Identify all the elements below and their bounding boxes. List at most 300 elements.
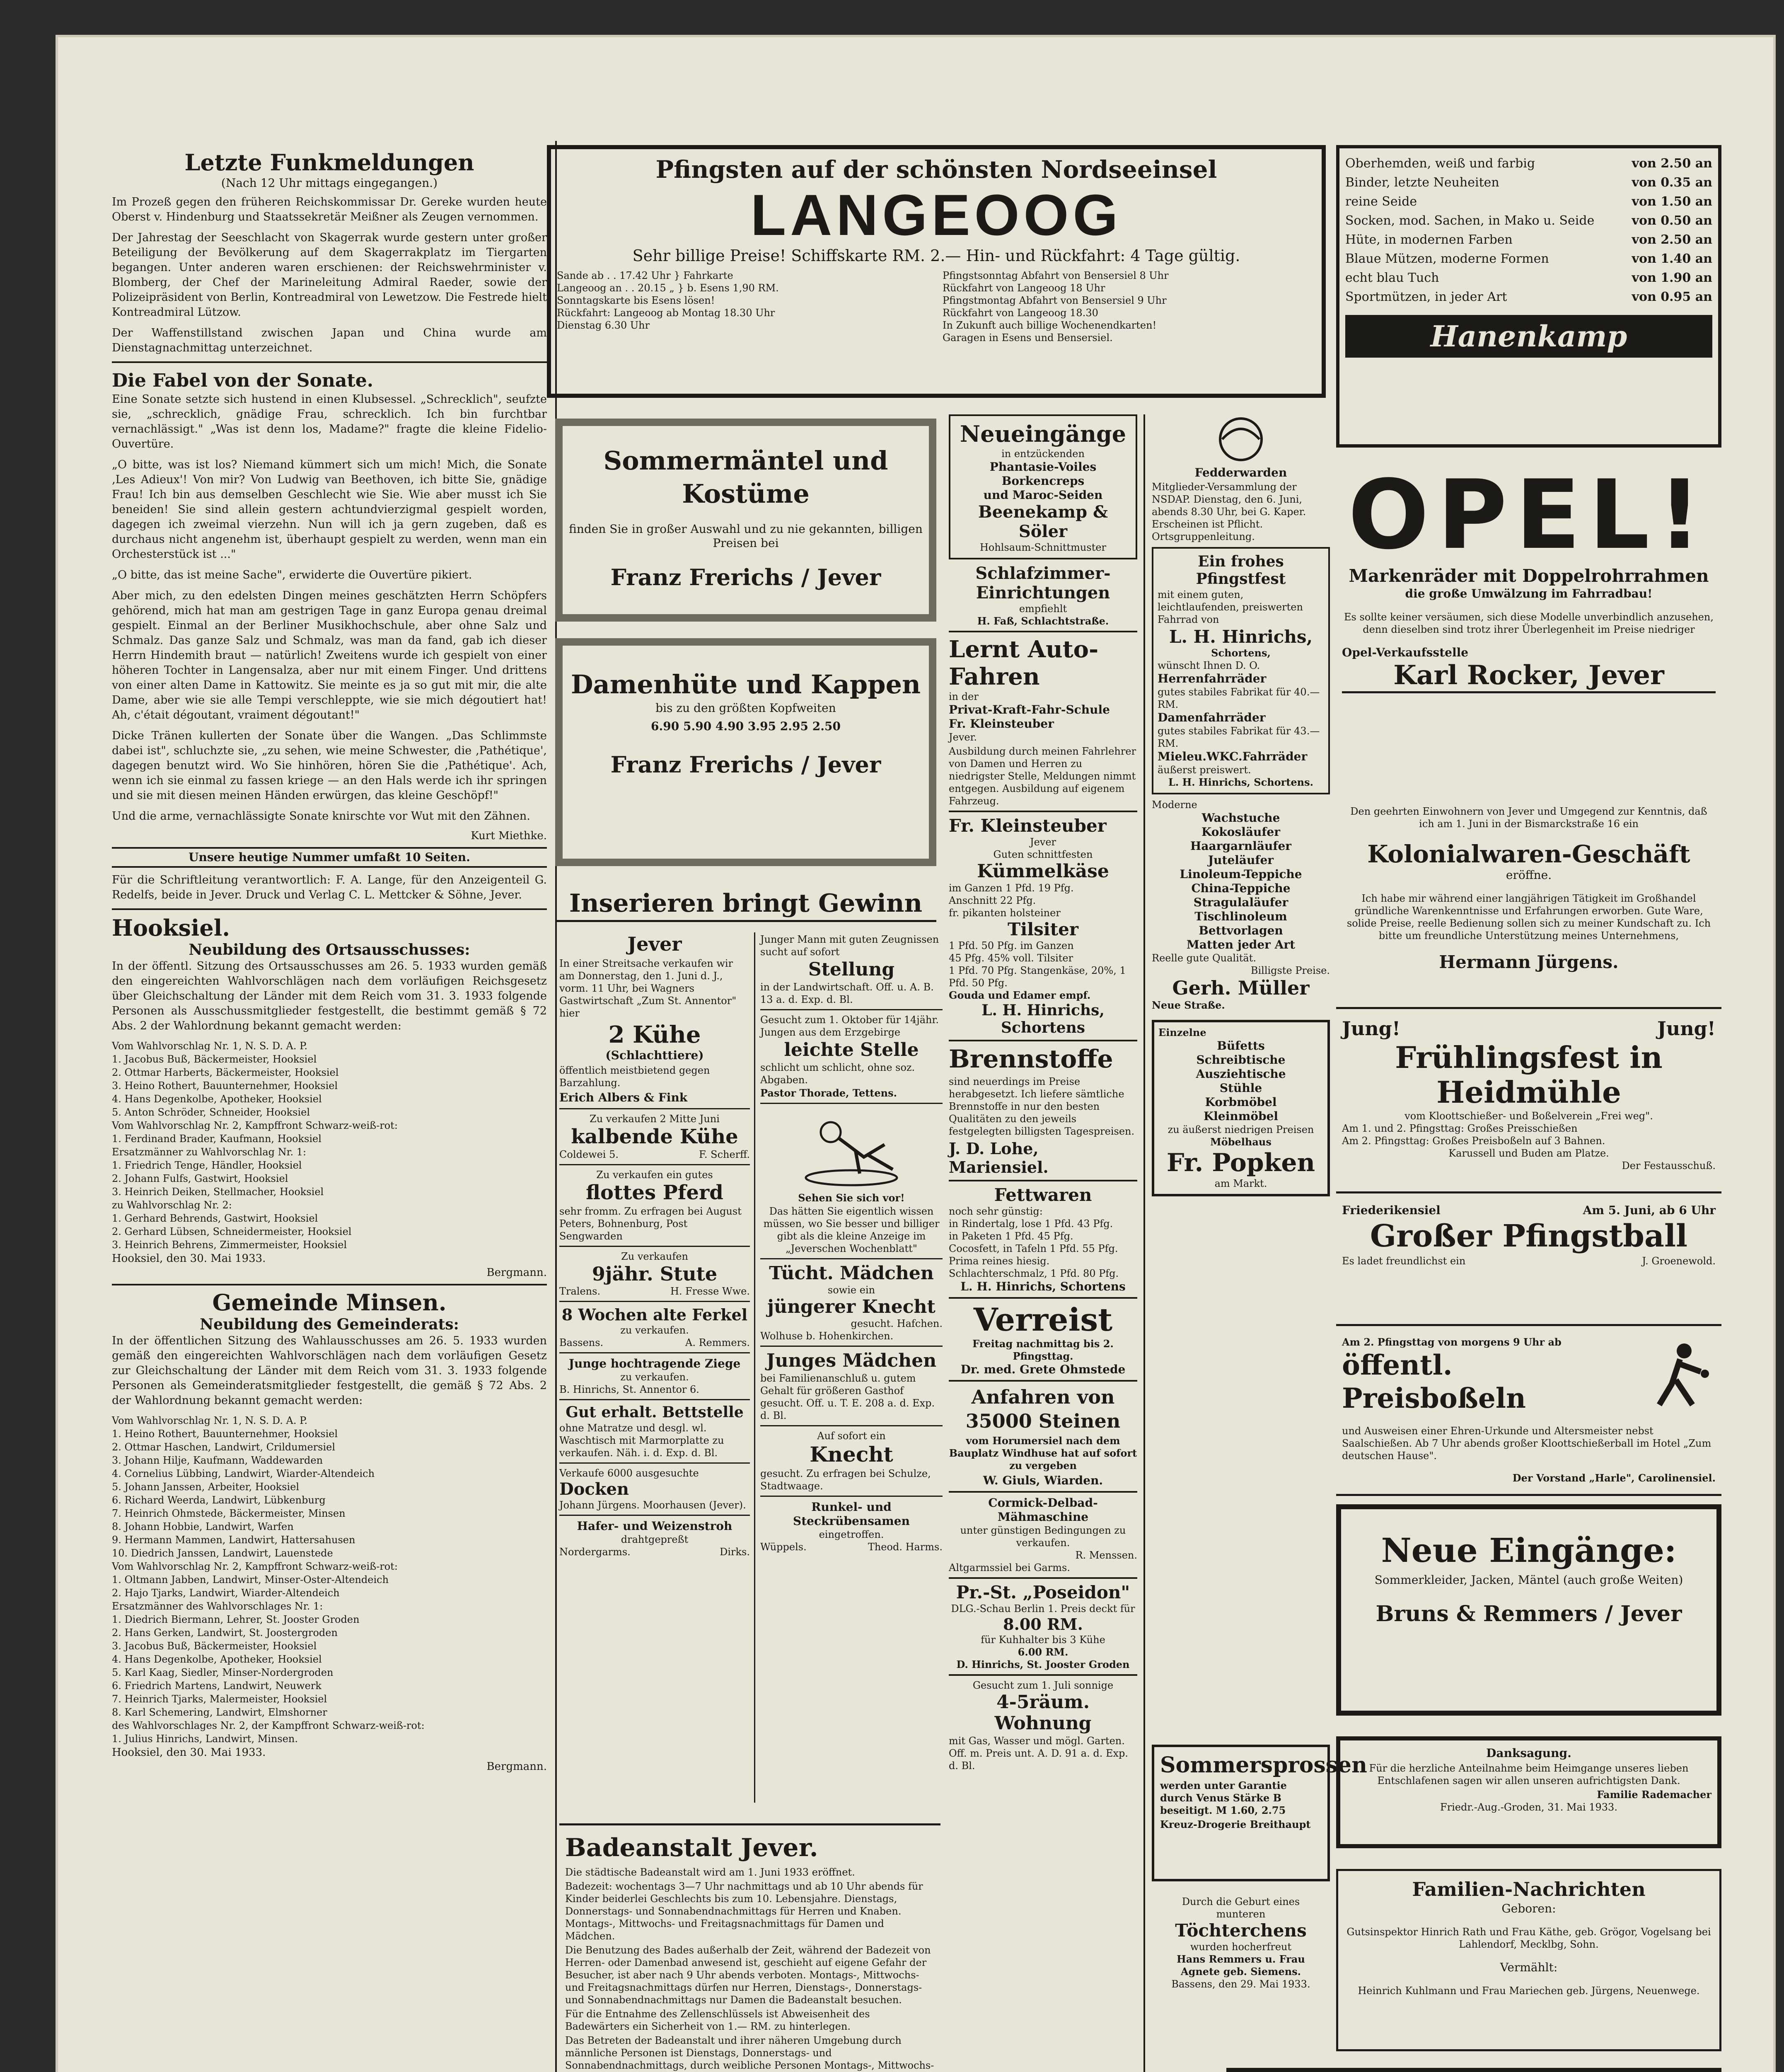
price-item: Sportmützen, in jeder Art	[1345, 290, 1507, 304]
kaese-line: im Ganzen 1 Pfd. 19 Pfg.	[949, 882, 1074, 894]
stelle-text2: schlicht um schlicht, ohne soz. Abgaben.	[760, 1062, 915, 1086]
kaese-line: 1 Pfd. 70 Pfg. Stangenkäse, 20%, 1 Pfd. 50 Pfg.	[949, 965, 1126, 989]
maedchen-text: sowie ein	[827, 1284, 875, 1296]
brennstoffe-text: sind neuerdings im Preise herabgesetzt. Ich liefere sämtliche Brennstoffe in nur den besten Qualitäten zu den jeweils festgelegten billigsten Tagespreisen.	[949, 1076, 1135, 1137]
opel-seller-label: Opel-Verkaufsstelle	[1342, 646, 1469, 659]
fabel-paragraph: Eine Sonate setzte sich hustend in einen Klubsessel. „Schrecklich", seufzte sie, „schrecklich, gnädige Frau, schrecklich. Ich bin furchtbar vernachlässigt." „Was ist denn los, Madame?" fragte die kleine Fidelio-Ouvertüre.	[112, 393, 547, 450]
opel-text: Es sollte keiner versäumen, sich diese Modelle unverbindlich anzusehen, denn dieselben sind trotz ihrer Überlegenheit im Preise niedriger	[1344, 611, 1714, 635]
bosseln-title: öffentl. Preisboßeln	[1342, 1349, 1526, 1414]
maedchen-title: Tücht. Mädchen	[769, 1263, 934, 1284]
anfahren-title: Anfahren von 35000 Steinen	[965, 1386, 1121, 1432]
fedderwarden-text: Mitglieder-Versammlung der NSDAP. Dienstag, den 6. Juni, abends 8.30 Uhr, bei G. Kaper. Erscheinen ist Pflicht. Ortsgruppenleitung.	[1152, 481, 1306, 542]
moderne-items	[1152, 811, 1330, 952]
price-row	[1345, 192, 1712, 211]
kolonial-open: eröffne.	[1506, 868, 1552, 882]
minsen-member: 6. Friedrich Martens, Landwirt, Neuwerk	[112, 1680, 322, 1692]
minsen-member: 8. Karl Schemering, Landwirt, Elmshorner	[112, 1706, 327, 1718]
herren-firm: L. H. Hinrichs, Schortens.	[1168, 776, 1313, 788]
hooksiel-signature: Bergmann.	[486, 1266, 547, 1279]
herren-title: Herrenfahrräder	[1158, 672, 1267, 685]
hooksiel-member: 3. Heinrich Deiken, Stellmacher, Hooksiel	[112, 1186, 324, 1198]
langeoog-timetable-row: Pfingstmontag Abfahrt von Bensersiel 9 Uhr	[943, 295, 1167, 306]
knecht-text2: gesucht. Zu erfragen bei Schulze, Stadtwaage.	[760, 1468, 931, 1492]
ziege-title: Junge hochtragende Ziege	[568, 1357, 741, 1370]
minsen-member: Vom Wahlvorschlag Nr. 1, N. S. D. A. P.	[112, 1415, 307, 1426]
stelle-text: Gesucht zum 1. Oktober für 14jähr. Jungen aus dem Erzgebirge	[760, 1014, 939, 1038]
anfahren-text: vom Horumersiel nach dem Bauplatz Windhuse hat auf sofort zu vergeben	[949, 1435, 1137, 1472]
langeoog-timetable-row: Rückfahrt von Langeoog 18 Uhr	[943, 282, 1105, 294]
geburt-date: Bassens, den 29. Mai 1933.	[1171, 1978, 1310, 1990]
price-value: von 0.50 an	[1632, 213, 1712, 228]
fabel-author: Kurt Miethke.	[471, 830, 547, 842]
hanenkamp-logo: Hanenkamp	[1345, 315, 1712, 358]
minsen-subtitle: Neubildung des Gemeinderats:	[200, 1316, 459, 1333]
poseidon-text2: für Kuhhalter bis 3 Kühe	[981, 1634, 1105, 1646]
neueingaenge-items	[955, 460, 1131, 502]
poseidon-text: DLG.-Schau Berlin 1. Preis deckt für	[951, 1603, 1135, 1615]
stute-right: H. Fresse Wwe.	[670, 1285, 750, 1297]
price-row	[1345, 211, 1712, 230]
bosseln-line: Am 2. Pfingsttag von morgens 9 Uhr ab	[1342, 1336, 1562, 1348]
price-item: Socken, mod. Sachen, in Mako u. Seide	[1345, 213, 1595, 228]
ball-name: J. Groenewold.	[1642, 1255, 1716, 1267]
hooksiel-member: 4. Hans Degenkolbe, Apotheker, Hooksiel	[112, 1093, 322, 1105]
bad-paragraph: Für die Entnahme des Zellenschlüssels ist Abweisenheit des Badewärters ein Sicherheit von 1.— RM. zu hinterlegen.	[565, 2008, 870, 2032]
fruehling-sign: Der Festausschuß.	[1622, 1160, 1716, 1172]
price-value: von 1.40 an	[1632, 252, 1712, 266]
knecht-title: jüngerer Knecht	[767, 1296, 936, 1317]
minsen-member: 8. Johann Hobbie, Landwirt, Warfen	[112, 1521, 294, 1532]
knecht-text: Auf sofort ein	[817, 1430, 886, 1442]
dank-title: Danksagung.	[1486, 1746, 1571, 1760]
minsen-member: 1. Oltmann Jabben, Landwirt, Minser-Oster-Altendeich	[112, 1574, 389, 1585]
opel-headline: Markenräder mit Doppelrohrrahmen	[1349, 566, 1709, 586]
price-row	[1345, 230, 1712, 249]
stute-text: Zu verkaufen	[621, 1251, 688, 1262]
issue-size-notice: Unsere heutige Nummer umfaßt 10 Seiten.	[112, 847, 547, 868]
verreist-text: Freitag nachmittag bis 2. Pfingsttag.	[972, 1338, 1114, 1362]
column-news	[112, 149, 547, 2072]
minsen-intro: In der öffentlichen Sitzung des Wahlausschusses am 26. 5. 1933 wurden gemäß den eingereichten Wahlvorschlägen nach dem vorläufigen Gesetz zur Gleichschaltung der Länder mit dem Reich vom 31. 3. 1933 folgende Personen als Gemeinderatsmitglieder festgestellt, die gemäß § 72 Abs. 2 der Wahlordnung bekannt gemacht werden:	[112, 1334, 547, 1407]
popken-item: Stühle	[1219, 1081, 1262, 1095]
kuehe-right: F. Scherff.	[699, 1149, 750, 1160]
minsen-member: 2. Hans Gerken, Landwirt, St. Joostergroden	[112, 1627, 338, 1639]
ad-preisbosseln	[1336, 1330, 1721, 1496]
minsen-member: 10. Diedrich Janssen, Landwirt, Lauenstede	[112, 1547, 333, 1559]
hooksiel-member: 2. Johann Fulfs, Gastwirt, Hooksiel	[112, 1173, 288, 1184]
langeoog-timetable-row: Langeoog an . . 20.15 „ } b. Esens 1,90 RM.	[557, 282, 779, 294]
kolonial-text: Ich habe mir während einer langjährigen Tätigkeit im Großhandel gründliche Warenkenntnisse und Erfahrungen erworben. Gute Ware, solide Preise, reelle Bedienung sollen sich zu meiner Kundschaft zu. Ich bitte um freundliche Unterstützung meines Unternehmens,	[1346, 893, 1711, 942]
fett-text: noch sehr günstig:	[949, 1205, 1043, 1217]
dokken-text: Verkaufe 6000 ausgesuchte	[559, 1467, 699, 1479]
langeoog-prices: Sehr billige Preise! Schiffskarte RM. 2.— Hin- und Rückfahrt: 4 Tage gültig.	[632, 247, 1240, 265]
bosseler-figure-icon	[1647, 1339, 1713, 1409]
junger-mann-title: Stellung	[808, 959, 895, 980]
bosseln-sign: Der Vorstand „Harle", Carolinensiel.	[1512, 1472, 1716, 1484]
bruns-text: Sommerkleider, Jacken, Mäntel (auch große Weiten)	[1374, 1573, 1683, 1587]
langeoog-timetable-left	[557, 269, 930, 344]
runkel-right: Theod. Harms.	[868, 1541, 943, 1553]
stelle-title: leichte Stelle	[784, 1039, 919, 1060]
bruns-firm: Bruns & Remmers / Jever	[1375, 1601, 1682, 1627]
fett-line: in Rindertalg, lose 1 Pfd. 43 Pfg.	[949, 1218, 1113, 1230]
brennstoffe-name: J. D. Lohe, Mariensiel.	[949, 1139, 1049, 1176]
hooksiel-member: 1. Gerhard Behrends, Gastwirt, Hooksiel	[112, 1213, 318, 1224]
junges-maedchen-text: bei Familienanschluß u. gutem Gehalt für größeren Gasthof gesucht. Off. u. T. E. 208 a. d. Exp. d. Bl.	[760, 1372, 935, 1421]
price-item: Oberhemden, weiß und farbig	[1345, 156, 1535, 171]
minsen-member: 6. Richard Weerda, Landwirt, Lübkenburg	[112, 1494, 326, 1506]
pfingstfest-place: Schortens,	[1211, 647, 1271, 659]
runkel-left: Wüppels.	[760, 1541, 807, 1553]
kaese-firm-name: Fr. Kleinsteuber	[949, 816, 1107, 836]
bad-paragraph: Badezeit: wochentags 3—7 Uhr nachmittags und ab 10 Uhr abends für Kinder beiderlei Geschlechts bis zum 10. Lebensjahre. Dienstags, Donnerstags- und Sonnabendnachmittags für Herren und Knaben. Montags-, Mittwochs- und Freitagsnachmittags für Damen und Mädchen.	[565, 1881, 923, 1942]
miele-text: äußerst preiswert.	[1158, 764, 1251, 776]
poseidon-title: Pr.-St. „Poseidon"	[956, 1582, 1130, 1602]
price-row	[1345, 173, 1712, 192]
damen-title: Damenfahrräder	[1158, 711, 1266, 724]
pfingstfest-text: mit einem guten, leichtlaufenden, preiswerten Fahrrad von	[1158, 589, 1303, 625]
hooksiel-title: Hooksiel.	[112, 915, 230, 941]
column-small-ads-a	[559, 932, 750, 1803]
cormick-text: unter günstigen Bedingungen zu verkaufen.	[960, 1525, 1126, 1549]
pfingstfest-title: Ein frohes Pfingstfest	[1196, 553, 1286, 588]
kuehe-title: kalbende Kühe	[571, 1125, 738, 1148]
kaese-line: fr. pikanten holsteiner	[949, 907, 1061, 919]
auto-title: Lernt Auto-Fahren	[949, 636, 1099, 690]
langeoog-timetable-row: Dienstag 6.30 Uhr	[557, 320, 650, 331]
knecht-heading: Knecht	[810, 1442, 893, 1467]
ad-frerichs-maentel	[555, 419, 936, 622]
auto-place: Jever.	[949, 731, 977, 743]
ad-sommersprossen	[1152, 1745, 1367, 1881]
auction-item: 2 Kühe	[608, 1021, 701, 1048]
neueingaenge-firm: Beenekamp & Söler	[978, 502, 1108, 541]
geburt-title: Töchterchens	[1175, 1920, 1307, 1941]
neueingaenge-addr: Hohlsaum-Schnittmuster	[979, 542, 1107, 553]
ad-fruehlingsfest	[1336, 1011, 1721, 1193]
price-value: von 0.95 an	[1632, 290, 1712, 304]
miele-title: Mieleu.WKC.Fahrräder	[1158, 750, 1308, 763]
popken-items	[1158, 1039, 1323, 1123]
minsen-date: Hooksiel, den 30. Mai 1933.	[112, 1746, 266, 1759]
moderne-item: Wachstuche	[1201, 811, 1280, 825]
hafer-title: Hafer- und Weizenstroh	[577, 1519, 732, 1533]
geburt-text: Durch die Geburt eines munteren	[1182, 1896, 1300, 1920]
moderne-item: Bettvorlagen	[1199, 924, 1283, 937]
popken-item: Kleinmöbel	[1203, 1109, 1279, 1123]
schlaf-text: empfiehlt	[1019, 603, 1067, 615]
divider	[112, 361, 547, 363]
ad-opel	[1336, 460, 1721, 783]
popken-item: Ausziehtische	[1196, 1067, 1286, 1081]
schlaf-title: Schlafzimmer-Einrichtungen	[975, 564, 1111, 603]
price-row	[1345, 154, 1712, 173]
fett-title: Fettwaren	[994, 1185, 1092, 1205]
hooksiel-member: 2. Ottmar Harberts, Bäckermeister, Hooksiel	[112, 1067, 339, 1078]
falling-man-icon	[760, 1107, 943, 1192]
moderne-item: Haargarnläufer	[1190, 839, 1292, 853]
popken-label2: Möbelhaus	[1210, 1136, 1272, 1148]
price-item: echt blau Tuch	[1345, 271, 1439, 285]
funk-paragraph: Der Waffenstillstand zwischen Japan und China wurde am Dienstagnachmittag unterzeichnet.	[112, 327, 547, 354]
fett-line: in Paketen 1 Pfd. 45 Pfg.	[949, 1230, 1073, 1242]
minsen-member: Vom Wahlvorschlag Nr. 2, Kampffront Schwarz-weiß-rot:	[112, 1561, 398, 1572]
langeoog-timetable-row: Garagen in Esens und Bensersiel.	[943, 332, 1113, 344]
kuehe-text: Zu verkaufen 2 Mitte Juni	[590, 1113, 720, 1125]
hooksiel-subtitle: Neubildung des Ortsausschusses:	[189, 941, 470, 959]
langeoog-timetable-row: In Zukunft auch billige Wochenendkarten!	[943, 320, 1157, 331]
bettstelle-text: ohne Matratze und desgl. wl. Waschtisch mit Marmorplatte zu verkaufen. Näh. i. d. Exp. d. Bl.	[559, 1422, 724, 1459]
sehen-text: Das hätten Sie eigentlich wissen müssen, wo Sie besser und billiger gibt als die kleine Anzeige im „Jeverschen Wochenblatt"	[763, 1205, 940, 1254]
neueingaenge-title: Neueingänge	[960, 421, 1126, 447]
hooksiel-member: Ersatzmänner zu Wahlvorschlag Nr. 1:	[112, 1146, 307, 1158]
maedchen-addr: Wolhuse b. Hohenkirchen.	[760, 1330, 894, 1342]
minsen-member: 1. Diedrich Biermann, Lehrer, St. Jooster Groden	[112, 1614, 360, 1625]
funk-subtitle: (Nach 12 Uhr mittags eingegangen.)	[221, 176, 438, 190]
fruehling-line: Karussell und Buden am Platze.	[1448, 1147, 1609, 1159]
fabel-paragraph: „O bitte, was ist los? Niemand kümmert sich um mich! Mich, die Sonate ‚Les Adieux'! Von mir? Von Ludwig van Beethoven, ich bitte Sie, gnädige Frau! Ich bin aus demselben Geschlecht wie Sie. Wie aber musst ich Sie beneiden! Sie sind allein gestern achtundvierzigmal gespielt worden, dagegen ich zweimal vierzehn. Nun will ich ja gern zugeben, daß es durchaus nicht angenehm ist, überhaupt gespielt zu werden, wenn man ein Orchesterstück ist ..."	[112, 458, 547, 561]
moderne-item: Kokosläufer	[1201, 825, 1280, 839]
moderne-label: Moderne	[1152, 799, 1197, 811]
price-value: von 2.50 an	[1632, 232, 1712, 247]
ad-frerichs-huete	[555, 638, 936, 866]
hooksiel-member: Vom Wahlvorschlag Nr. 1, N. S. D. A. P.	[112, 1040, 307, 1052]
kaese-line: Anschnitt 22 Pfg.	[949, 895, 1036, 906]
stute-title: 9jähr. Stute	[592, 1263, 718, 1285]
men-fashion-price-list	[1345, 154, 1712, 307]
ad-danksagung	[1336, 1736, 1721, 1848]
bruns-title: Neue Eingänge:	[1381, 1531, 1677, 1570]
frerichs-prices: 6.90 5.90 4.90 3.95 2.95 2.50	[651, 719, 841, 733]
poseidon-name: D. Hinrichs, St. Jooster Groden	[956, 1658, 1130, 1670]
auction-firm: Erich Albers & Fink	[559, 1091, 688, 1104]
stute-left: Tralens.	[559, 1285, 601, 1297]
verreist-name: Dr. med. Grete Ohmstede	[960, 1363, 1126, 1376]
opel-logo: OPEL!	[1348, 460, 1710, 571]
auction-note: öffentlich meistbietend gegen Barzahlung.	[559, 1065, 710, 1089]
kaese-title2: Tilsiter	[1007, 919, 1078, 939]
ferkel-left: Bassens.	[559, 1337, 604, 1348]
price-row	[1345, 269, 1712, 288]
minsen-member: 4. Hans Degenkolbe, Apotheker, Hooksiel	[112, 1653, 322, 1665]
popken-addr: am Markt.	[1214, 1178, 1267, 1189]
price-value: von 1.90 an	[1632, 271, 1712, 285]
bad-paragraph: Die Benutzung des Bades außerhalb der Zeit, während der Badezeit von Herren- oder Damenbad anwesend ist, geschieht auf eigene Gefahr der Besucher, ist aber nach 9 Uhr abends verboten. Montags-, Mittwochs- und Freitagsnachmittags dürfen nur Herren, Dienstags-, Donnerstags- und Sonnabendnachmittags nur Damen die Badeanstalt besuchen.	[565, 1944, 931, 2006]
hafer-right: Dirks.	[720, 1546, 750, 1558]
popken-item: Büfetts	[1217, 1039, 1265, 1053]
column-small-ads-b	[760, 932, 943, 1803]
column-ads-c	[949, 414, 1137, 2072]
frerichs-title: Sommermäntel und Kostüme	[603, 445, 888, 509]
neueingaenge-item: Borkencreps	[1001, 474, 1085, 488]
price-item: reine Seide	[1345, 194, 1417, 209]
dokken-title: Docken	[559, 1479, 629, 1499]
price-row	[1345, 249, 1712, 269]
kaese-line: Gouda und Edamer empf.	[949, 989, 1091, 1001]
langeoog-headline: Pfingsten auf der schönsten Nordseeinsel	[655, 155, 1217, 184]
dank-name: Familie Rademacher	[1597, 1789, 1711, 1801]
hafer-text: drahtgepreßt	[621, 1534, 689, 1545]
opel-subheadline: die große Umwälzung im Fahrradbau!	[1405, 587, 1653, 600]
hooksiel-member: 1. Friedrich Tenge, Händler, Hooksiel	[112, 1159, 302, 1171]
minsen-member: 5. Karl Kaag, Siedler, Minser-Nordergroden	[112, 1667, 334, 1678]
frerichs-title: Damenhüte und Kappen	[570, 669, 921, 700]
column-rule	[1143, 414, 1145, 2072]
ad-kolonialwaren	[1336, 789, 1721, 1009]
fabel-title: Die Fabel von der Sonate.	[112, 370, 374, 391]
fedderwarden-title: Fedderwarden	[1194, 466, 1287, 479]
hooksiel-member: 3. Heino Rothert, Bauunternehmer, Hooksiel	[112, 1080, 338, 1092]
ad-bruns-remmers	[1336, 1504, 1721, 1716]
fruehling-sub: vom Kloottschießer- und Boßelverein „Frei weg".	[1404, 1110, 1653, 1122]
popken-item: Schreibtische	[1196, 1053, 1286, 1067]
poseidon-price2: 6.00 RM.	[1018, 1646, 1068, 1658]
auction-title: Jever	[627, 933, 682, 955]
minsen-member: 1. Heino Rothert, Bauunternehmer, Hooksiel	[112, 1428, 338, 1440]
moderne-addr: Neue Straße.	[1152, 999, 1225, 1011]
ad-kaisers-kaffee	[1226, 2068, 1721, 2072]
familien-married: Heinrich Kuhlmann und Frau Mariechen geb. Jürgens, Neuenwege.	[1358, 1985, 1700, 1997]
langeoog-name: LANGEOOG	[750, 182, 1122, 247]
hooksiel-intro: In der öffentl. Sitzung des Ortsausschusses am 26. 5. 1933 wurden gemäß den eingereichten Wahlvorschlägen nach dem vorläufigen Reichsgesetz über Gleichschaltung der Länder mit dem Reich vom 31. 3. 1933 folgende Personen als Ausschussmitglieder festgestellt, die bestimmt gemäß § 72 Abs. 2 der Wahlordnung bekannt gemacht werden:	[112, 960, 547, 1032]
funk-title: Letzte Funkmeldungen	[184, 149, 474, 176]
cormick-name: R. Menssen.	[1075, 1549, 1137, 1561]
fabel-paragraph: Und die arme, vernachlässigte Sonate knirschte vor Wut mit den Zähnen.	[112, 810, 530, 823]
moderne-quality: Reelle gute Qualität.	[1152, 952, 1256, 964]
fabel-paragraph: Aber mich, zu den edelsten Dingen meines geschätzten Herrn Schöpfers gehörend, mich hat man am gestrigen Tage in ganz Europa genau dreimal gespielt. Einmal an der Berliner Musikhochschule, aber ohne Salz und Schmalz. Das ganze Salz und Schmalz, was man da fand, gab ich dieser Herrn Hindemith braut — natürlich! Zweitens wurde ich gespielt von einer höheren Tochter in Langensalza, aber nur mit einem Finger. Und drittens von einer alten Dame in Kattowitz. Sie meinte es ja so gut mit mir, die alte Dame, aber wie sie alle Tempi verschleppte, wie sie mich dégoutiert hat! Ah, c'était dégoutant, vraiment dégoutant!"	[112, 589, 547, 721]
popken-text: zu äußerst niedrigen Preisen	[1168, 1124, 1314, 1135]
ball-place: Friederikensiel	[1342, 1203, 1441, 1217]
moderne-item: Matten jeder Art	[1186, 938, 1296, 951]
junges-maedchen-title: Junges Mädchen	[766, 1350, 937, 1371]
divider	[112, 908, 547, 910]
price-item: Binder, letzte Neuheiten	[1345, 175, 1499, 190]
wohnung-text: Gesucht zum 1. Juli sonnige	[972, 1680, 1114, 1691]
fett-firm: L. H. Hinrichs, Schortens	[960, 1280, 1126, 1293]
fett-line: Cocosfett, in Tafeln 1 Pfd. 55 Pfg.	[949, 1243, 1118, 1254]
anfahren-name: W. Giuls, Wiarden.	[983, 1474, 1103, 1487]
brennstoffe-title: Brennstoffe	[949, 1045, 1113, 1074]
ad-beenekamp	[949, 414, 1137, 559]
ad-badeanstalt	[559, 1823, 940, 2072]
fruehling-left: Jung!	[1342, 1017, 1401, 1040]
minsen-member: 7. Heinrich Tjarks, Malermeister, Hooksiel	[112, 1693, 327, 1705]
fruehling-line: Am 2. Pfingsttag: Großes Preisboßeln auf 3 Bahnen.	[1342, 1135, 1605, 1147]
wohnung-text2: mit Gas, Wasser und mögl. Garten. Off. m. Preis unt. A. D. 91 a. d. Exp. d. Bl.	[949, 1735, 1129, 1772]
minsen-member: 9. Hermann Mammen, Landwirt, Hattersahusen	[112, 1534, 355, 1546]
minsen-member: 4. Cornelius Lübbing, Landwirt, Wiarder-Altendeich	[112, 1468, 375, 1479]
popken-item: Korbmöbel	[1205, 1095, 1277, 1109]
kaese-line: 1 Pfd. 50 Pfg. im Ganzen	[949, 940, 1074, 951]
schlaf-name: H. Faß, Schlachtstraße.	[977, 615, 1109, 627]
bettstelle-title: Gut erhalt. Bettstelle	[566, 1404, 744, 1421]
ball-text: Es ladet freundlichst ein	[1342, 1255, 1466, 1267]
fruehling-title: Frühlingsfest in Heidmühle	[1395, 1040, 1663, 1110]
frerichs-text: bis zu den größten Kopfweiten	[655, 701, 836, 715]
kolonial-intro: Den geehrten Einwohnern von Jever und Umgegend zur Kenntnis, daß ich am 1. Juni in der Bismarckstraße 16 ein	[1350, 806, 1707, 830]
auto-text: in der	[949, 691, 979, 702]
opel-seller: Karl Rocker, Jever	[1342, 660, 1716, 693]
ad-familien-nachrichten	[1336, 1869, 1721, 2051]
langeoog-timetable-row: Rückfahrt: Langeoog ab Montag 18.30 Uhr	[557, 307, 775, 319]
hooksiel-member: 5. Anton Schröder, Schneider, Hooksiel	[112, 1106, 310, 1118]
minsen-member: des Wahlvorschlages Nr. 2, der Kampffront Schwarz-weiß-rot:	[112, 1720, 425, 1731]
familien-born: Gutsinspektor Hinrich Rath und Frau Käthe, geb. Grögor, Vogelsang bei Lahlendorf, Mecklbg, Sohn.	[1346, 1926, 1711, 1950]
wohnung-title: 4-5räum. Wohnung	[994, 1692, 1092, 1734]
pferd-title: flottes Pferd	[586, 1181, 723, 1204]
familien-married-label: Vermählt:	[1500, 1961, 1558, 1974]
auction-text: In einer Streitsache verkaufen wir am Donnerstag, den 1. Juni d. J., vorm. 11 Uhr, bei Wagners Gastwirtschaft „Zum St. Annentor" hier	[559, 958, 737, 1019]
geburt-names: Hans Remmers u. Frau Agnete geb. Siemens.	[1177, 1953, 1305, 1978]
frerichs-text: finden Sie in großer Auswahl und zu nie gekannten, billigen Preisen bei	[569, 522, 923, 550]
hooksiel-member: Vom Wahlvorschlag Nr. 2, Kampffront Schwarz-weiß-rot:	[112, 1120, 398, 1131]
junger-mann-text: Junger Mann mit guten Zeugnissen sucht auf sofort	[760, 934, 939, 958]
sehen-title: Sehen Sie sich vor!	[798, 1192, 905, 1204]
kuehe-left: Coldewei 5.	[559, 1149, 619, 1160]
kaese-place: Jever	[1030, 836, 1056, 848]
minsen-member: 5. Johann Janssen, Arbeiter, Hooksiel	[112, 1481, 300, 1493]
column-rule	[754, 932, 755, 1803]
dank-text: Für die herzliche Anteilnahme beim Heimgange unseres lieben Entschlafenen sagen wir allen unseren aufrichtigsten Dank.	[1369, 1762, 1689, 1786]
fett-line: Prima reines hiesig. Schlachterschmalz, 1 Pfd. 80 Pfg.	[949, 1255, 1119, 1279]
hooksiel-member: 1. Jacobus Buß, Bäckermeister, Hooksiel	[112, 1053, 317, 1065]
neueingaenge-item: und Maroc-Seiden	[983, 488, 1103, 502]
ad-men-fashion	[1336, 145, 1721, 448]
neueingaenge-text: in entzückenden	[1001, 448, 1085, 460]
dank-place: Friedr.-Aug.-Groden, 31. Mai 1933.	[1440, 1801, 1617, 1813]
minsen-member: 3. Johann Hilje, Kaufmann, Waddewarden	[112, 1455, 323, 1466]
price-item: Blaue Mützen, moderne Formen	[1345, 252, 1549, 266]
pfingstfest-firm: L. H. Hinrichs,	[1169, 627, 1313, 647]
sprossen-addr: Kreuz-Drogerie Breithaupt	[1160, 1818, 1311, 1830]
stelle-sign: Pastor Thorade, Tettens.	[760, 1087, 897, 1099]
langeoog-timetable-right	[943, 269, 1316, 344]
popken-label: Einzelne	[1158, 1026, 1206, 1038]
herren-text: gutes stabiles Fabrikat für 40.— RM.	[1158, 686, 1320, 710]
langeoog-timetable-row: Pfingstsonntag Abfahrt von Bensersiel 8 Uhr	[943, 270, 1169, 281]
pferd-text2: sehr fromm. Zu erfragen bei August Peters, Bohnenburg, Post Sengwarden	[559, 1205, 742, 1242]
kaese-title: Kümmelkäse	[977, 861, 1109, 882]
dokken-name: Johann Jürgens. Moorhausen (Jever).	[559, 1499, 746, 1511]
minsen-member: 2. Ottmar Haschen, Landwirt, Crildumersiel	[112, 1441, 336, 1453]
kaese-text: Guten schnittfesten	[993, 849, 1093, 860]
maedchen-text2: gesucht. Hafchen.	[851, 1318, 943, 1329]
bad-paragraph: Das Betreten der Badeanstalt und ihrer näheren Umgebung durch männliche Personen ist Dienstags, Donnerstags- und Sonnabendnachmittags, durch weibliche Personen Montags-, Mittwochs-	[565, 2035, 934, 2071]
kaese-firm: L. H. Hinrichs, Schortens	[981, 1002, 1105, 1036]
minsen-title: Gemeinde Minsen.	[212, 1289, 447, 1316]
bad-paragraph: Die städtische Badeanstalt wird am 1. Juni 1933 eröffnet.	[565, 1866, 855, 1878]
moderne-item: China-Teppiche	[1191, 881, 1291, 895]
sprossen-text: werden unter Garantie durch Venus Stärke B beseitigt. M 1.60, 2.75	[1160, 1779, 1287, 1816]
damen-text: gutes stabiles Fabrikat für 43.— RM.	[1158, 725, 1320, 749]
geburt-text2: wurden hocherfreut	[1190, 1941, 1292, 1953]
pferd-text: Zu verkaufen ein gutes	[596, 1169, 713, 1181]
price-value: von 2.50 an	[1632, 156, 1712, 171]
frerichs-firm: Franz Frerichs / Jever	[610, 751, 881, 778]
ad-langeoog	[547, 145, 1326, 398]
fruehling-right: Jung!	[1657, 1017, 1716, 1040]
minsen-member: 1. Julius Hinrichs, Landwirt, Minsen.	[112, 1733, 298, 1745]
cormick-title: Cormick-Delbad-Mähmaschine	[988, 1496, 1098, 1524]
bosseln-text: und Ausweisen einer Ehren-Urkunde und Altersmeister nebst Saalschießen. Ab 7 Uhr abends großer Kloottschießerball im Hotel „Zum deutschen Hause".	[1342, 1425, 1711, 1462]
sprossen-title: Sommersprossen	[1160, 1752, 1367, 1778]
price-item: Hüte, in modernen Farben	[1345, 232, 1513, 247]
ferkel-right: A. Remmers.	[685, 1337, 750, 1348]
ad-pfingstball	[1336, 1198, 1721, 1326]
poseidon-price: 8.00 RM.	[1003, 1615, 1083, 1634]
moderne-item: Linoleum-Teppiche	[1180, 867, 1302, 881]
impressum: Für die Schriftleitung verantwortlich: F. A. Lange, für den Anzeigenteil G. Redelfs, beide in Jever. Druck und Verlag C. L. Mettcker & Söhne, Jever.	[112, 874, 547, 901]
